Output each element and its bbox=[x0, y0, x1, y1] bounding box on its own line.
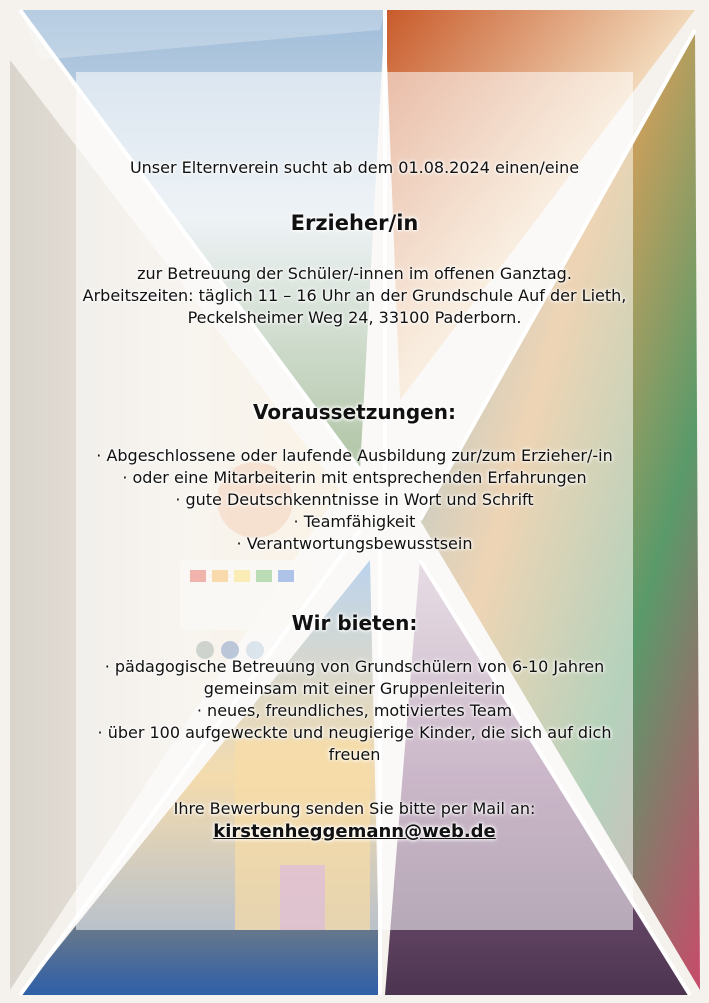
requirements-list bbox=[76, 445, 633, 555]
job-info bbox=[76, 263, 633, 329]
list-item: · gute Deutschkenntnisse in Wort und Schrift bbox=[76, 489, 633, 511]
requirements-heading: Voraussetzungen: bbox=[253, 400, 456, 424]
apply-text: Ihre Bewerbung senden Sie bitte per Mail an: bbox=[173, 799, 536, 818]
list-item: · oder eine Mitarbeiterin mit entsprechenden Erfahrungen bbox=[76, 467, 633, 489]
list-item: · Teamfähigkeit bbox=[76, 511, 633, 533]
list-item: · pädagogische Betreuung von Grundschülern von 6-10 Jahren gemeinsam mit einer Gruppenleiterin bbox=[76, 656, 633, 700]
offer-list bbox=[76, 656, 633, 766]
intro-text: Unser Elternverein sucht ab dem 01.08.2024 einen/eine bbox=[129, 158, 580, 177]
job-title: Erzieher/in bbox=[290, 211, 419, 235]
list-item: · Verantwortungsbewusstsein bbox=[76, 533, 633, 555]
list-item: · neues, freundliches, motiviertes Team bbox=[76, 700, 633, 722]
info-line: Peckelsheimer Weg 24, 33100 Paderborn. bbox=[187, 308, 522, 327]
info-line: Arbeitszeiten: täglich 11 – 16 Uhr an der Grundschule Auf der Lieth, bbox=[82, 286, 627, 305]
list-item: · über 100 aufgeweckte und neugierige Kinder, die sich auf dich freuen bbox=[76, 722, 633, 766]
list-item: · Abgeschlossene oder laufende Ausbildung zur/zum Erzieher/-in bbox=[76, 445, 633, 467]
flyer-content bbox=[76, 72, 633, 844]
info-line: zur Betreuung der Schüler/-innen im offenen Ganztag. bbox=[137, 264, 572, 283]
offer-heading: Wir bieten: bbox=[291, 611, 418, 635]
email-link[interactable]: kirstenheggemann@web.de bbox=[213, 821, 496, 842]
